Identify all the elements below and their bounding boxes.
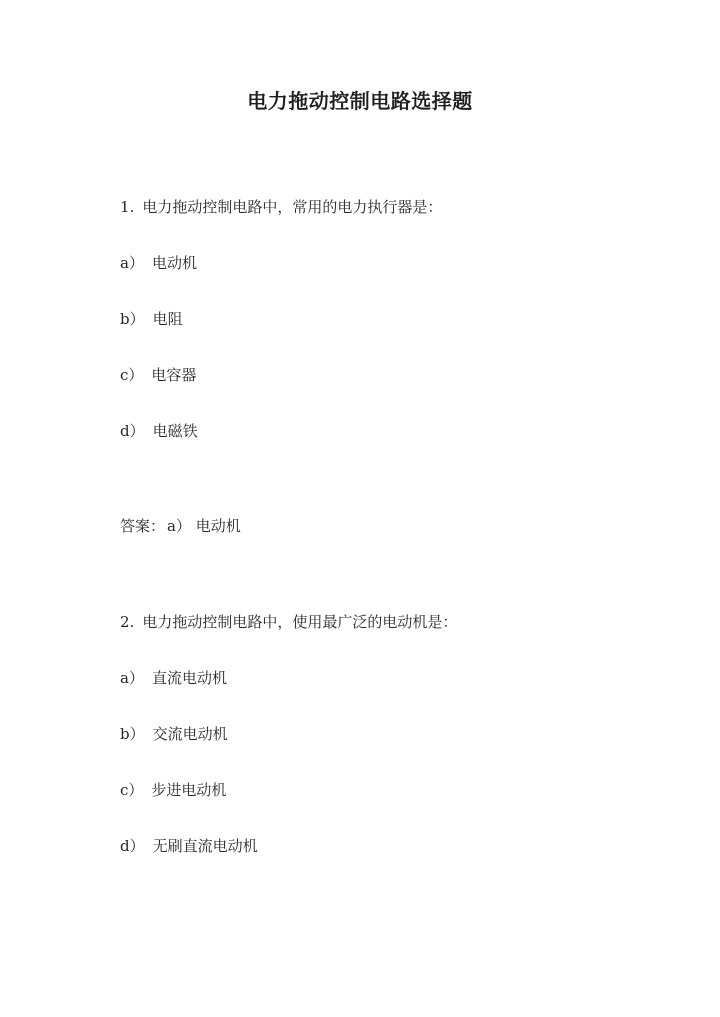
question-number: 1. (120, 198, 135, 216)
option-text: 电磁铁 (152, 422, 198, 440)
option-key: c） (120, 781, 144, 799)
question-1-answer (120, 515, 241, 537)
question-2-option-a (120, 667, 227, 689)
question-2-option-d (120, 835, 258, 857)
option-text: 电阻 (152, 310, 183, 328)
answer-value: a） 电动机 (167, 517, 241, 535)
question-1-option-d (120, 420, 198, 442)
option-key: c） (120, 366, 144, 384)
question-text: 电力拖动控制电路中，使用最广泛的电动机是： (142, 613, 458, 631)
option-key: b） (120, 310, 145, 328)
question-number: 2. (120, 613, 135, 631)
question-1-option-b (120, 308, 183, 330)
option-key: d） (120, 837, 145, 855)
option-text: 步进电动机 (151, 781, 227, 799)
option-text: 直流电动机 (151, 669, 227, 687)
option-key: a） (120, 669, 144, 687)
question-text: 电力拖动控制电路中，常用的电力执行器是： (142, 198, 443, 216)
document-title: 电力拖动控制电路选择题 (247, 89, 473, 113)
question-1-option-c (120, 364, 196, 386)
question-2-option-c (120, 779, 226, 801)
question-1-option-a (120, 252, 197, 274)
question-1 (120, 196, 442, 218)
option-text: 电容器 (151, 366, 197, 384)
option-text: 无刷直流电动机 (152, 837, 258, 855)
question-2 (120, 611, 457, 633)
answer-label: 答案： (120, 517, 166, 535)
option-key: d） (120, 422, 145, 440)
option-key: b） (120, 725, 145, 743)
question-2-option-b (120, 723, 228, 745)
option-text: 交流电动机 (152, 725, 228, 743)
option-text: 电动机 (151, 254, 197, 272)
option-key: a） (120, 254, 144, 272)
